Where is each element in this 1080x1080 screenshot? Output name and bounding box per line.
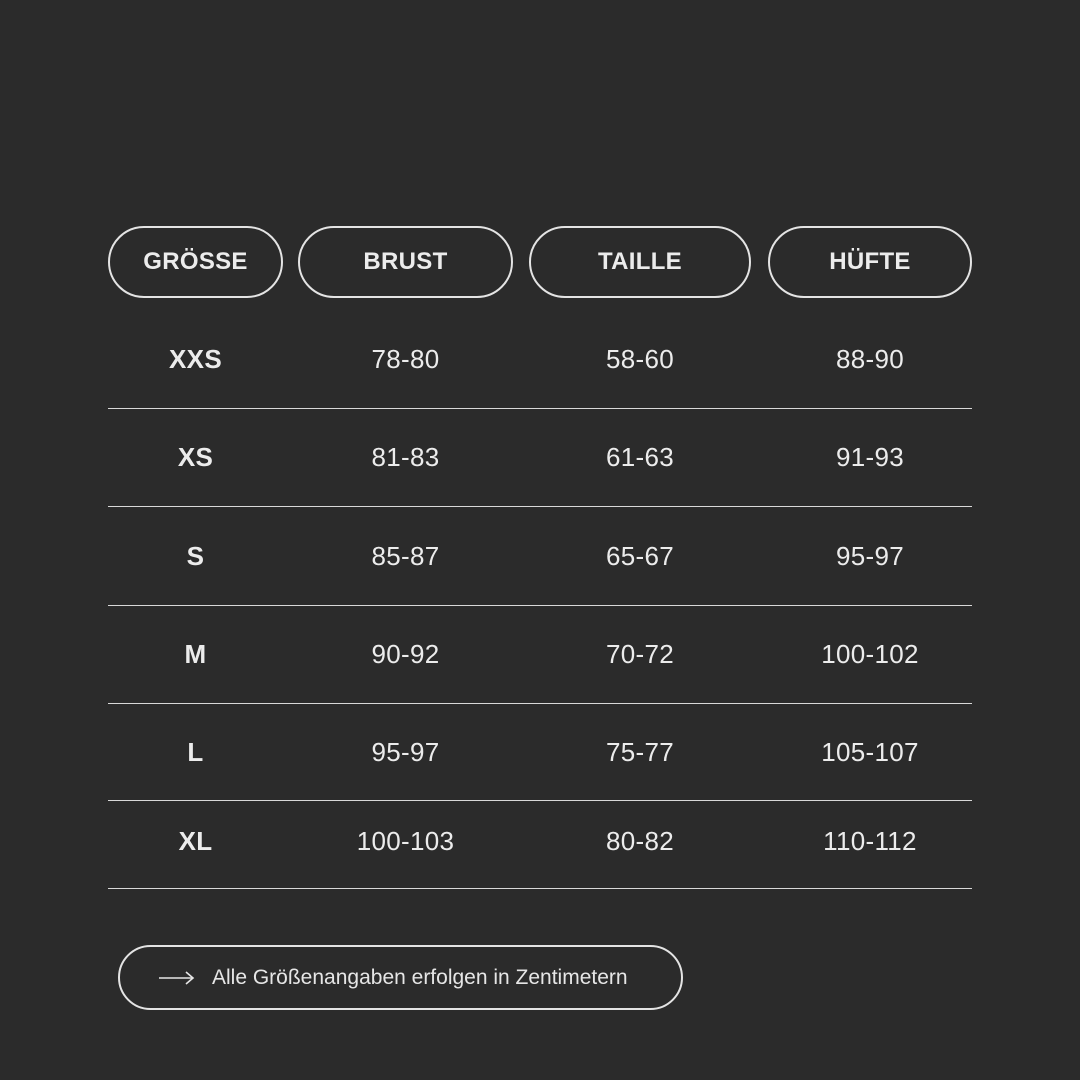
unit-note bbox=[118, 945, 683, 1010]
header-huefte: HÜFTE bbox=[768, 226, 972, 298]
size-cell: L bbox=[187, 736, 204, 767]
brust-cell: 95-97 bbox=[371, 736, 440, 767]
brust-cell: 81-83 bbox=[371, 442, 440, 472]
huefte-cell: 91-93 bbox=[836, 442, 904, 472]
huefte-cell: 95-97 bbox=[836, 540, 904, 571]
table-row bbox=[108, 704, 972, 801]
taille-cell: 70-72 bbox=[606, 639, 674, 669]
size-cell: XL bbox=[178, 825, 213, 856]
table-row bbox=[108, 409, 972, 507]
brust-cell: 85-87 bbox=[371, 540, 440, 571]
huefte-cell: 105-107 bbox=[821, 736, 919, 767]
taille-cell: 80-82 bbox=[606, 825, 674, 856]
size-cell: XS bbox=[177, 442, 214, 472]
brust-cell: 90-92 bbox=[371, 639, 440, 669]
taille-cell: 58-60 bbox=[606, 344, 674, 374]
size-cell: S bbox=[186, 540, 205, 571]
size-cell: XXS bbox=[169, 344, 222, 374]
taille-cell: 65-67 bbox=[606, 540, 674, 571]
unit-note-text: Alle Größenangaben erfolgen in Zentimetern bbox=[212, 965, 628, 989]
huefte-cell: 88-90 bbox=[836, 344, 904, 374]
table-row bbox=[108, 606, 972, 704]
taille-cell: 75-77 bbox=[606, 736, 674, 767]
brust-cell: 100-103 bbox=[356, 825, 455, 856]
table-row bbox=[108, 507, 972, 606]
huefte-cell: 110-112 bbox=[823, 825, 917, 856]
header-groesse: GRÖSSE bbox=[108, 226, 283, 298]
taille-cell: 61-63 bbox=[606, 442, 674, 472]
table-row bbox=[108, 311, 972, 409]
header-brust: BRUST bbox=[298, 226, 513, 298]
header-taille: TAILLE bbox=[529, 226, 751, 298]
arrow-right-icon bbox=[158, 970, 196, 986]
table-row bbox=[108, 801, 972, 889]
brust-cell: 78-80 bbox=[371, 344, 440, 374]
huefte-cell: 100-102 bbox=[821, 639, 919, 669]
size-cell: M bbox=[184, 639, 207, 669]
